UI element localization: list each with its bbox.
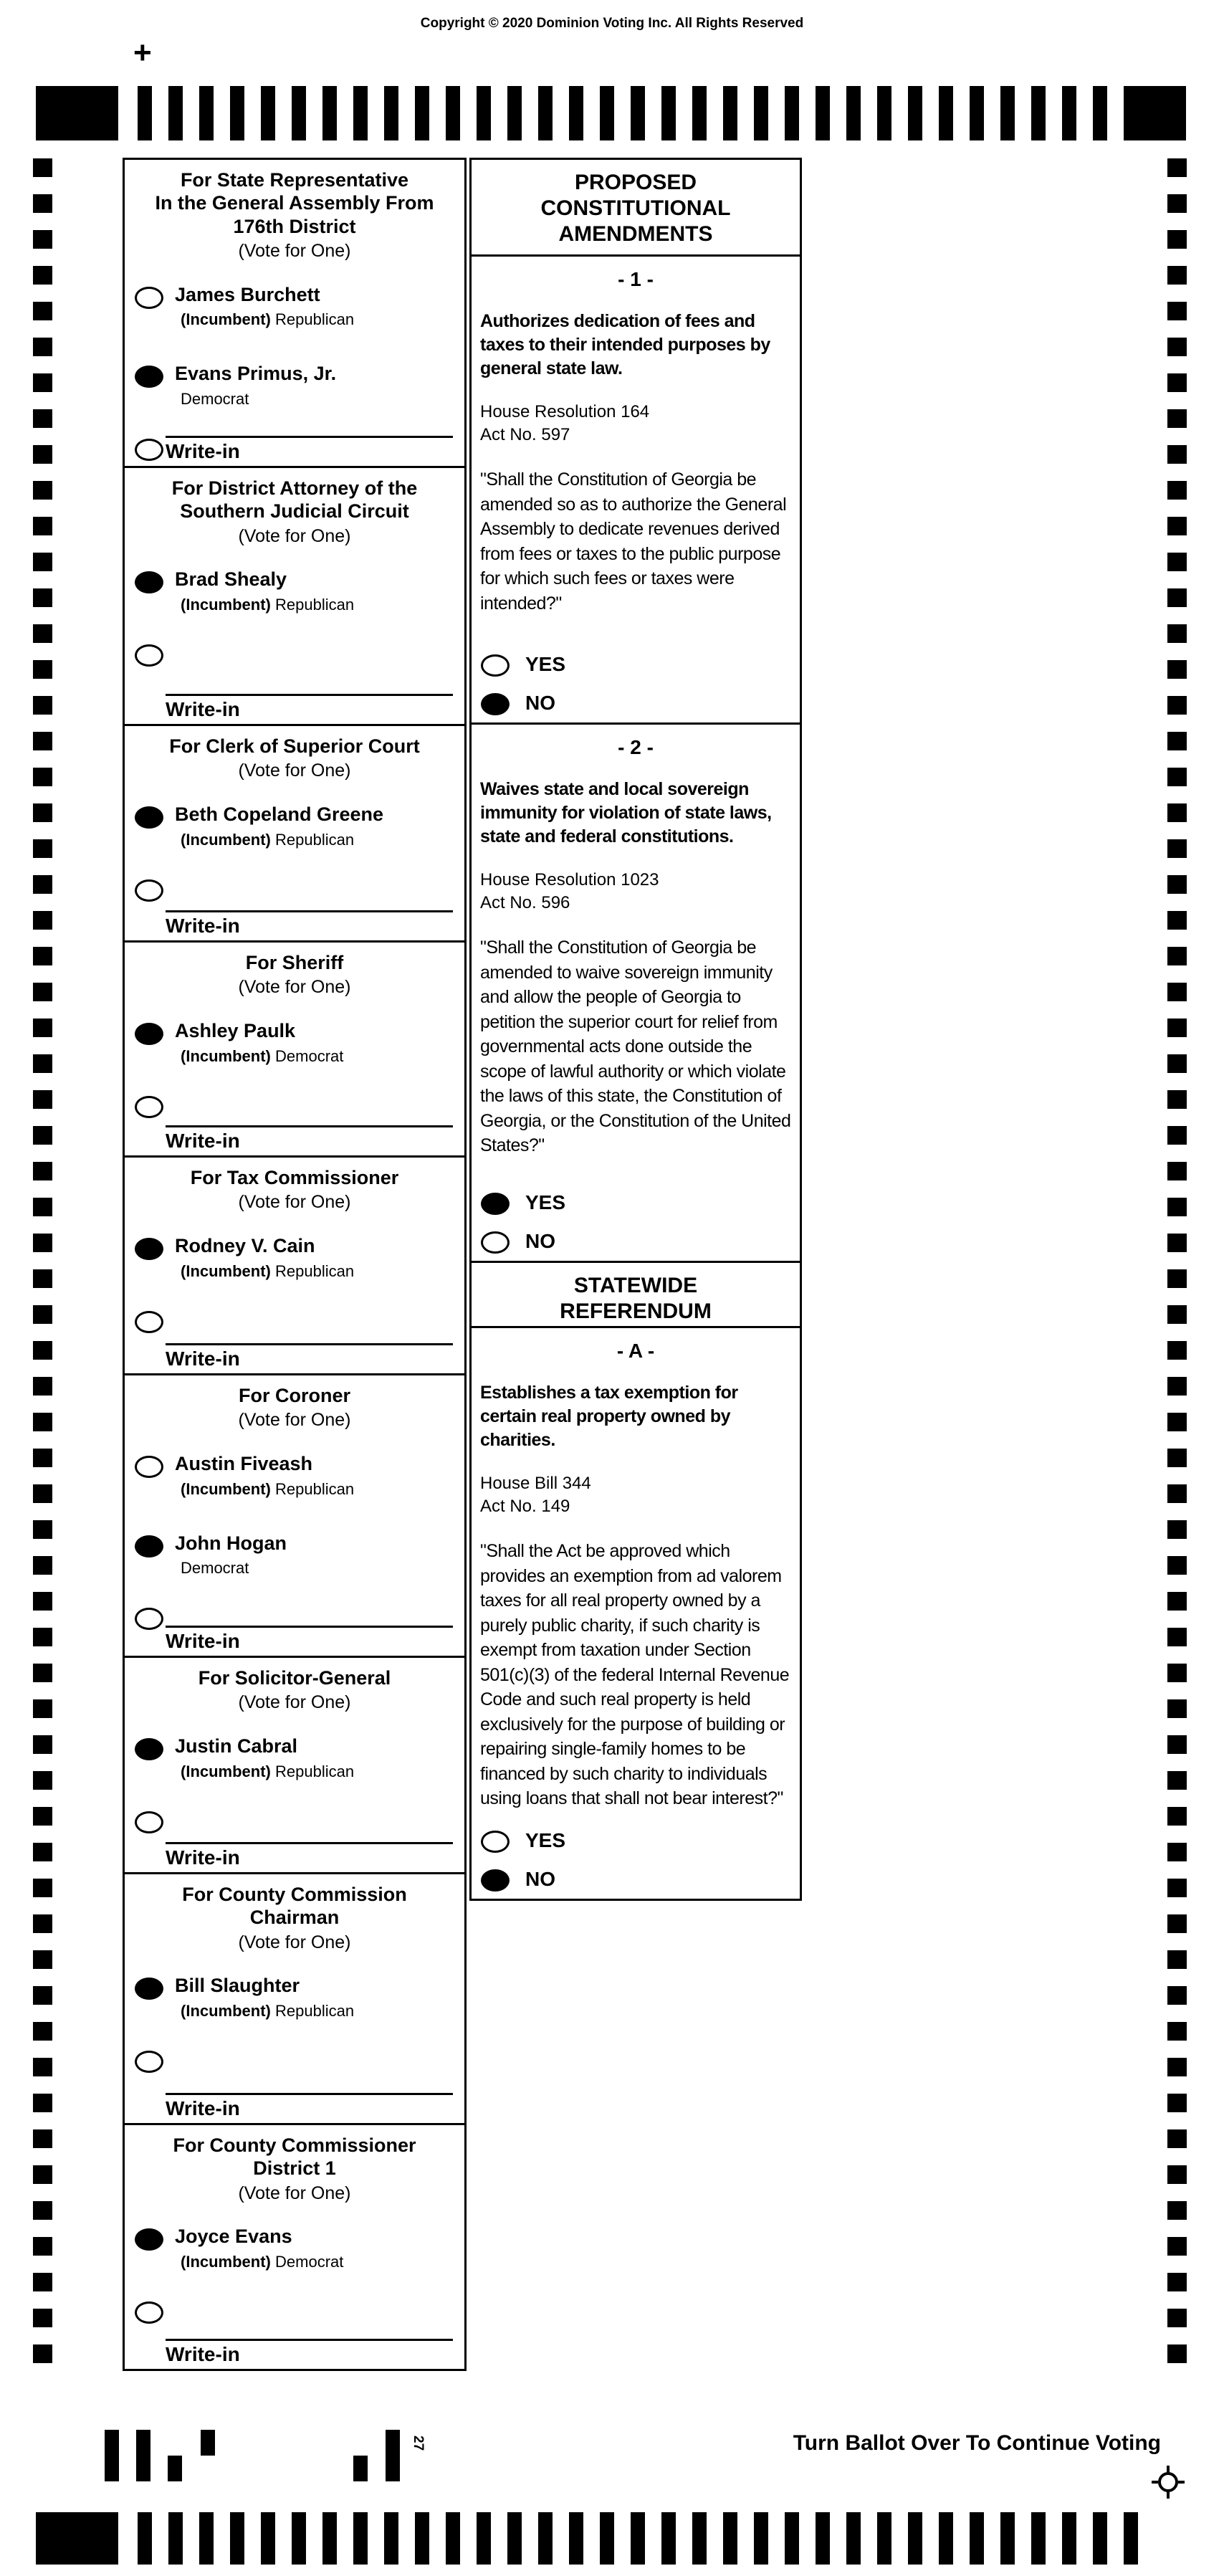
candidate-name: James Burchett bbox=[175, 283, 320, 305]
contest-county-commissioner-district-1 bbox=[125, 2123, 464, 2369]
write-in-line[interactable]: Write-in bbox=[166, 694, 453, 721]
party-label: Democrat bbox=[275, 2252, 344, 2271]
timing-marks-top bbox=[138, 86, 1124, 140]
no-row bbox=[481, 1867, 565, 1892]
candidate-row bbox=[135, 1454, 464, 1499]
contest-title-line: For Sheriff bbox=[245, 952, 344, 973]
no-label: NO bbox=[525, 692, 555, 714]
candidate-name: Bill Slaughter bbox=[175, 1975, 300, 1997]
header-line: PROPOSED bbox=[574, 171, 697, 194]
timing-block-bottom-left bbox=[36, 2512, 118, 2565]
copyright-line: Copyright © 2020 Dominion Voting Inc. All Rights Reserved bbox=[420, 16, 804, 31]
contest-tax-commissioner bbox=[125, 1155, 464, 1373]
yes-row bbox=[481, 652, 565, 677]
write-in-line[interactable]: Write-in bbox=[166, 910, 453, 938]
vote-bubble[interactable] bbox=[135, 1238, 163, 1260]
incumbent-label: (Incumbent) bbox=[181, 2252, 271, 2271]
barcode-bar bbox=[201, 2430, 215, 2456]
contest-title-line: For County Commissioner bbox=[173, 2134, 416, 2156]
contest-county-commission-chairman bbox=[125, 1872, 464, 2123]
yes-label: YES bbox=[525, 653, 566, 675]
yes-bubble[interactable] bbox=[481, 1831, 510, 1853]
write-in-bubble[interactable] bbox=[135, 2051, 163, 2073]
no-row bbox=[481, 691, 565, 715]
contest-title-line: For State Representative bbox=[180, 169, 409, 191]
write-in-bubble[interactable] bbox=[135, 1811, 163, 1833]
candidate-name: Beth Copeland Greene bbox=[175, 803, 384, 825]
vote-for-instruction: (Vote for One) bbox=[238, 977, 351, 998]
vote-for-instruction: (Vote for One) bbox=[238, 1932, 351, 1952]
vote-bubble[interactable] bbox=[135, 1738, 163, 1760]
incumbent-label: (Incumbent) bbox=[181, 1046, 271, 1065]
measures-column bbox=[469, 158, 802, 1901]
candidate-row bbox=[135, 1736, 464, 1781]
contest-title-line: For County Commission bbox=[182, 1884, 407, 1905]
measure-amendment-2 bbox=[472, 722, 800, 1261]
write-in-bubble[interactable] bbox=[135, 1311, 163, 1333]
vote-for-instruction: (Vote for One) bbox=[238, 241, 351, 262]
candidate-row bbox=[135, 1236, 464, 1281]
contest-clerk-superior-court bbox=[125, 724, 464, 940]
header-line: STATEWIDE bbox=[573, 1274, 698, 1297]
party-label: Republican bbox=[275, 2001, 355, 2020]
vote-for-instruction: (Vote for One) bbox=[238, 1410, 351, 1431]
vote-bubble[interactable] bbox=[135, 806, 163, 829]
yes-label: YES bbox=[525, 1191, 566, 1213]
contest-title-line: For Coroner bbox=[238, 1385, 350, 1406]
write-in-line[interactable]: Write-in bbox=[166, 436, 453, 463]
candidate-row bbox=[135, 363, 464, 409]
incumbent-label: (Incumbent) bbox=[181, 595, 271, 614]
vote-bubble[interactable] bbox=[135, 366, 163, 388]
party-label: Republican bbox=[275, 1261, 355, 1280]
vote-for-instruction: (Vote for One) bbox=[238, 1192, 351, 1213]
timing-block-top-left bbox=[36, 86, 118, 140]
turn-ballot-over-text: Turn Ballot Over To Continue Voting bbox=[793, 2431, 1161, 2455]
candidate-name: Austin Fiveash bbox=[175, 1452, 313, 1474]
measure-question: "Shall the Constitution of Georgia be amended so as to authorize the General Assembly to dedicate revenues derived from fees or taxes to the public purpose for which such fees or taxes were intended?" bbox=[480, 469, 787, 614]
citation-line: House Resolution 164 bbox=[480, 402, 650, 421]
barcode-bar bbox=[136, 2430, 150, 2481]
write-in-bubble[interactable] bbox=[135, 1096, 163, 1118]
candidate-row bbox=[135, 1021, 464, 1066]
party-label: Republican bbox=[275, 1479, 355, 1498]
candidate-row bbox=[135, 569, 464, 614]
no-row bbox=[481, 1229, 565, 1254]
barcode-bar bbox=[168, 2456, 182, 2481]
contest-title-line: 176th District bbox=[233, 215, 356, 237]
candidate-name: Evans Primus, Jr. bbox=[175, 363, 337, 385]
write-in-line[interactable]: Write-in bbox=[166, 2339, 453, 2366]
candidate-name: Ashley Paulk bbox=[175, 1019, 296, 1041]
barcode-bar bbox=[105, 2430, 119, 2481]
write-in-bubble[interactable] bbox=[135, 439, 163, 461]
measure-summary: Establishes a tax exemption for certain real property owned by charities. bbox=[480, 1383, 738, 1450]
incumbent-label: (Incumbent) bbox=[181, 2001, 271, 2020]
party-label: Democrat bbox=[181, 1559, 249, 1578]
candidate-row bbox=[135, 285, 464, 330]
barcode-bar bbox=[353, 2456, 368, 2481]
measure-number: - 2 - bbox=[618, 736, 654, 758]
no-label: NO bbox=[525, 1230, 555, 1252]
party-label: Republican bbox=[275, 595, 355, 614]
yes-bubble[interactable] bbox=[481, 1193, 510, 1215]
registration-plus-mark: + bbox=[133, 35, 152, 70]
vote-for-instruction: (Vote for One) bbox=[238, 525, 351, 546]
incumbent-label: (Incumbent) bbox=[181, 830, 271, 849]
contest-coroner bbox=[125, 1373, 464, 1656]
contest-title-line: District 1 bbox=[253, 2157, 336, 2180]
no-bubble[interactable] bbox=[481, 1231, 510, 1254]
candidate-name: Justin Cabral bbox=[175, 1735, 298, 1757]
contest-title-line: Chairman bbox=[249, 1907, 340, 1929]
amendments-header bbox=[472, 160, 800, 254]
contest-title-line: For Clerk of Superior Court bbox=[169, 735, 420, 757]
vote-bubble[interactable] bbox=[135, 1456, 163, 1478]
registration-target-icon bbox=[1152, 2466, 1185, 2499]
citation-line: House Resolution 1023 bbox=[480, 870, 659, 889]
vote-for-instruction: (Vote for One) bbox=[238, 760, 351, 781]
measure-referendum-a bbox=[472, 1326, 800, 1899]
write-in-line[interactable]: Write-in bbox=[166, 1626, 453, 1653]
citation-line: Act No. 597 bbox=[480, 424, 570, 444]
citation-line: House Bill 344 bbox=[480, 1474, 591, 1493]
barcode-bar bbox=[386, 2430, 400, 2481]
timing-marks-bottom bbox=[138, 2512, 1148, 2565]
header-line: CONSTITUTIONAL bbox=[540, 196, 731, 220]
citation-line: Act No. 149 bbox=[480, 1496, 570, 1516]
incumbent-label: (Incumbent) bbox=[181, 1479, 271, 1498]
candidate-name: Rodney V. Cain bbox=[175, 1234, 315, 1256]
candidate-name: John Hogan bbox=[175, 1532, 287, 1554]
header-line: REFERENDUM bbox=[560, 1299, 712, 1323]
candidate-row bbox=[135, 1533, 464, 1578]
no-bubble[interactable] bbox=[481, 1869, 510, 1892]
header-line: AMENDMENTS bbox=[558, 222, 713, 246]
candidate-row bbox=[135, 1975, 464, 2021]
party-label: Republican bbox=[275, 830, 355, 849]
vote-bubble[interactable] bbox=[135, 571, 163, 593]
contest-solicitor-general bbox=[125, 1656, 464, 1872]
measure-question: "Shall the Act be approved which provides an exemption from ad valorem taxes for all real property owned by a purely public charity, if such charity is exempt from taxation under Section 501(c)(3) of the federal Internal Revenue Code and such real property is held exclusively for the purpose of building or repairing single-family homes to be financed by such charity to individuals using loans that shall not bear interest?" bbox=[480, 1541, 790, 1809]
yes-row bbox=[481, 1191, 565, 1215]
candidate-row bbox=[135, 2226, 464, 2271]
vote-bubble[interactable] bbox=[135, 1023, 163, 1045]
contest-state-representative bbox=[125, 160, 464, 466]
candidate-contests-column bbox=[123, 158, 467, 2371]
candidate-row bbox=[135, 804, 464, 849]
party-label: Democrat bbox=[275, 1046, 344, 1065]
write-in-bubble[interactable] bbox=[135, 879, 163, 902]
party-label: Democrat bbox=[181, 390, 249, 409]
measure-number: - 1 - bbox=[618, 268, 654, 290]
contest-district-attorney bbox=[125, 466, 464, 724]
no-bubble[interactable] bbox=[481, 693, 510, 715]
vote-bubble[interactable] bbox=[135, 287, 163, 309]
timing-block-top-right bbox=[1124, 86, 1186, 140]
contest-sheriff bbox=[125, 940, 464, 1155]
timing-marks-right bbox=[1167, 158, 1187, 2365]
timing-marks-left bbox=[33, 158, 52, 2365]
write-in-bubble[interactable] bbox=[135, 2301, 163, 2324]
party-label: Republican bbox=[275, 310, 355, 329]
barcode-label: 27 bbox=[411, 2436, 426, 2451]
measure-summary: Authorizes dedication of fees and taxes to their intended purposes by general state law. bbox=[480, 311, 770, 378]
incumbent-label: (Incumbent) bbox=[181, 1762, 271, 1780]
candidate-name: Joyce Evans bbox=[175, 2226, 292, 2248]
contest-title-line: For Tax Commissioner bbox=[190, 1167, 399, 1188]
vote-for-instruction: (Vote for One) bbox=[238, 2183, 351, 2203]
party-label: Republican bbox=[275, 1762, 355, 1780]
vote-for-instruction: (Vote for One) bbox=[238, 1692, 351, 1713]
measure-amendment-1 bbox=[472, 254, 800, 722]
vote-bubble[interactable] bbox=[135, 2228, 163, 2251]
candidate-name: Brad Shealy bbox=[175, 568, 287, 591]
referendum-header bbox=[472, 1261, 800, 1326]
vote-bubble[interactable] bbox=[135, 1535, 163, 1557]
vote-bubble[interactable] bbox=[135, 1978, 163, 2000]
citation-line: Act No. 596 bbox=[480, 892, 570, 912]
write-in-bubble[interactable] bbox=[135, 1608, 163, 1630]
yes-label: YES bbox=[525, 1829, 566, 1851]
contest-title-line: In the General Assembly From bbox=[155, 192, 434, 214]
write-in-line[interactable]: Write-in bbox=[166, 1125, 453, 1153]
contest-title-line: For Solicitor-General bbox=[198, 1667, 391, 1689]
write-in-line[interactable]: Write-in bbox=[166, 1343, 453, 1370]
measure-number: - A - bbox=[616, 1340, 655, 1362]
measure-summary: Waives state and local sovereign immunity for violation of state laws, state and federal constitutions. bbox=[480, 779, 772, 846]
contest-title-line: For District Attorney of the bbox=[171, 477, 418, 499]
yes-row bbox=[481, 1828, 565, 1853]
measure-question: "Shall the Constitution of Georgia be amended to waive sovereign immunity and allow the people of Georgia to petition the superior court for relief from governmental acts done outside the scope of lawful authority or which violate the laws of this state, the Constitution of Georgia, or the Constitution of the United States?" bbox=[480, 938, 791, 1156]
incumbent-label: (Incumbent) bbox=[181, 1261, 271, 1280]
write-in-line[interactable]: Write-in bbox=[166, 2093, 453, 2120]
write-in-line[interactable]: Write-in bbox=[166, 1842, 453, 1869]
yes-bubble[interactable] bbox=[481, 654, 510, 677]
contest-title-line: Southern Judicial Circuit bbox=[180, 500, 409, 523]
incumbent-label: (Incumbent) bbox=[181, 310, 271, 329]
write-in-bubble[interactable] bbox=[135, 644, 163, 667]
no-label: NO bbox=[525, 1868, 555, 1890]
